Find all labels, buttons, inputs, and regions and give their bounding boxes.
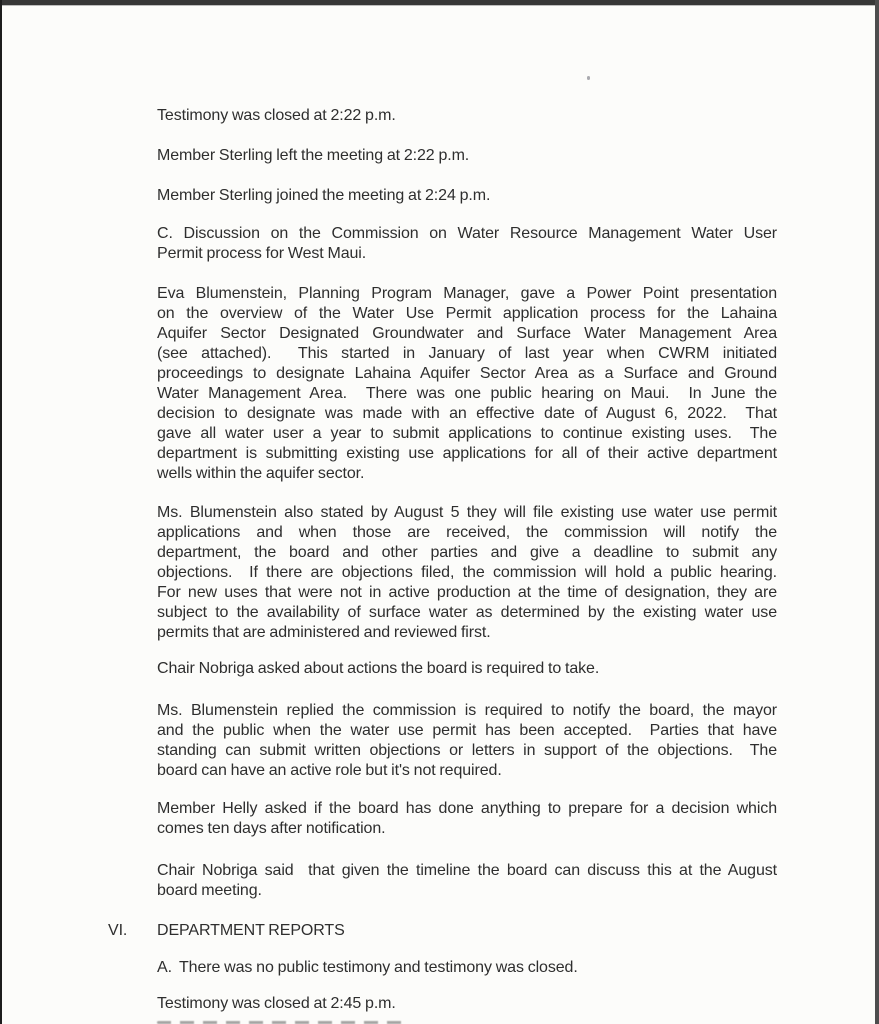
text-line: Member Sterling left the meeting at 2:22 p.m. (157, 147, 470, 164)
text-line: Permit process for West Maui. (157, 245, 367, 262)
text-line: applications and when those are received, the commission will notify the (157, 524, 777, 541)
heading-text: DEPARTMENT REPORTS (157, 922, 345, 939)
paragraph-blumenstein-presentation (157, 284, 777, 484)
text-line: board meeting. (157, 882, 262, 899)
paragraph-item-a (157, 958, 777, 978)
text-line: on the overview of the Water Use Permit application process for the Lahaina (157, 305, 777, 322)
text-line: Eva Blumenstein, Planning Program Manager, gave a Power Point presentation (157, 285, 777, 302)
paragraph-nobriga-said (157, 861, 777, 901)
text-line: and the public when the water use permit has been accepted. Parties that have (157, 722, 777, 739)
paragraph-nobriga-asked (157, 659, 777, 679)
paragraph-blumenstein-filing (157, 503, 777, 643)
text-line: objections. If there are objections filed, the commission will hold a public hearing. (157, 564, 777, 581)
heading-roman-numeral: VI. (108, 922, 128, 939)
paragraph-blumenstein-replied (157, 701, 777, 781)
text-line: C. Discussion on the Commission on Water Resource Management Water User (157, 225, 777, 242)
text-line: Aquifer Sector Designated Groundwater and Surface Water Management Area (157, 325, 777, 342)
text-line: Ms. Blumenstein replied the commission is required to notify the board, the mayor (157, 702, 777, 719)
text-line: Member Helly asked if the board has done anything to prepare for a decision which (157, 800, 777, 817)
text-line: department is submitting existing use applications for all of their active department (157, 445, 777, 462)
text-line: Chair Nobriga asked about actions the board is required to take. (157, 660, 600, 677)
paragraph-testimony-closed-222 (157, 106, 777, 126)
text-line: gave all water user a year to submit applications to continue existing uses. The (157, 425, 777, 442)
text-line: board can have an active role but it's not required. (157, 762, 502, 779)
text-line: subject to the availability of surface water as determined by the existing water use (157, 604, 777, 621)
scan-edge-right (875, 0, 879, 1024)
item-text: There was no public testimony and testimony was closed. (179, 959, 578, 976)
text-line: Testimony was closed at 2:45 p.m. (157, 995, 396, 1012)
scan-edge-left (0, 0, 2, 1024)
text-line (157, 958, 777, 978)
document-body (108, 0, 777, 1014)
text-line: (see attached). This started in January of last year when CWRM initiated (157, 345, 777, 362)
text-line: comes ten days after notification. (157, 820, 386, 837)
paragraph-helly-asked (157, 799, 777, 839)
text-line: Testimony was closed at 2:22 p.m. (157, 107, 396, 124)
text-line: Chair Nobriga said that given the timeline the board can discuss this at the August (157, 862, 777, 879)
item-letter: A. (157, 959, 172, 976)
text-line: Water Management Area. There was one public hearing on Maui. In June the (157, 385, 777, 402)
text-line: decision to designate was made with an effective date of August 6, 2022. That (157, 405, 777, 422)
paragraph-sterling-joined (157, 186, 777, 206)
paragraph-sterling-left (157, 146, 777, 166)
text-line: Ms. Blumenstein also stated by August 5 they will file existing use water use permit (157, 504, 777, 521)
text-line: For new uses that were not in active production at the time of designation, they are (157, 584, 777, 601)
text-line: proceedings to designate Lahaina Aquifer Sector Area as a Surface and Ground (157, 365, 777, 382)
paragraph-item-c-discussion (157, 224, 777, 264)
text-line: standing can submit written objections or letters in support of the objections. The (157, 742, 777, 759)
text-line: wells within the aquifer sector. (157, 465, 365, 482)
text-line: department, the board and other parties and give a deadline to submit any (157, 544, 777, 561)
text-line: Member Sterling joined the meeting at 2:24 p.m. (157, 187, 491, 204)
text-line: permits that are administered and reviewed first. (157, 624, 491, 641)
heading-department-reports (108, 921, 777, 941)
paragraph-testimony-closed-245 (157, 994, 777, 1014)
